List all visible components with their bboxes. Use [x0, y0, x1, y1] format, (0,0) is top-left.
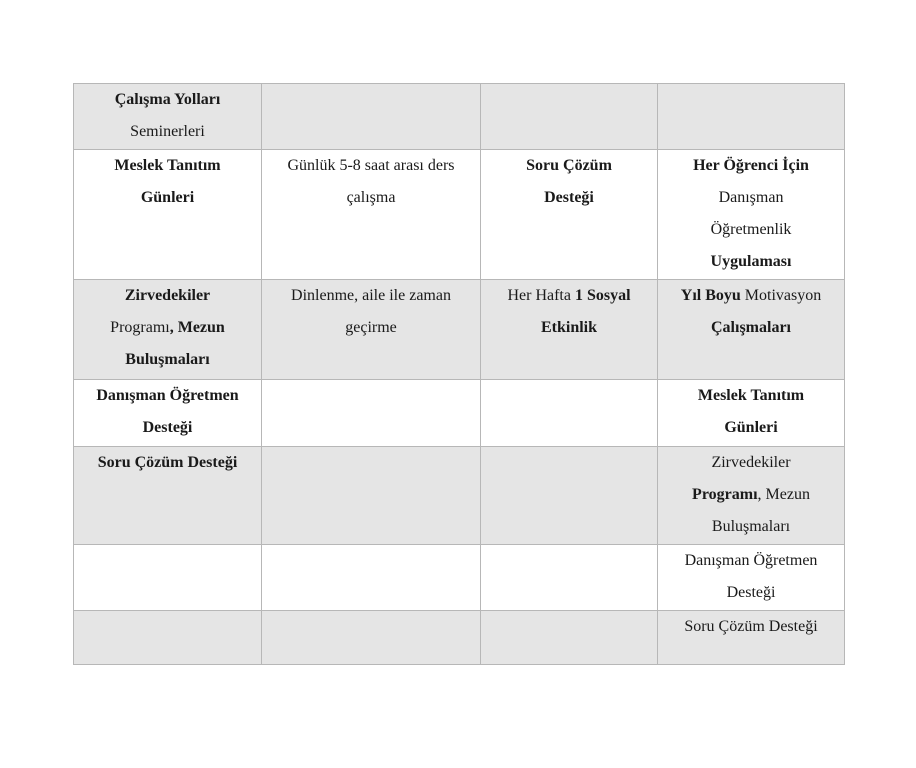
- cell-text: Soru Çözüm Desteği: [684, 618, 818, 635]
- table-cell: [262, 280, 481, 380]
- cell-text: Meslek Tanıtım: [697, 387, 805, 404]
- cell-text: Etkinlik: [540, 319, 598, 336]
- cell-text: Zirvedekiler: [124, 287, 211, 304]
- cell-text: Günleri: [724, 419, 778, 436]
- cell-text: Buluşmaları: [711, 518, 791, 535]
- table-row: [74, 380, 845, 447]
- cell-line: [78, 182, 257, 214]
- cell-line: [485, 182, 653, 214]
- table-row: [74, 150, 845, 280]
- cell-line: [485, 150, 653, 182]
- cell-line: [662, 545, 840, 577]
- table-cell: [658, 150, 845, 280]
- cell-text: Desteği: [726, 584, 776, 601]
- table-cell: [262, 84, 481, 150]
- table-cell: [74, 150, 262, 280]
- table-cell: [262, 447, 481, 545]
- cell-line: [485, 280, 653, 312]
- cell-text: geçirme: [345, 319, 397, 336]
- cell-text: Danışman Öğretmen: [684, 552, 818, 569]
- cell-text: 1 Sosyal: [574, 287, 631, 304]
- table-cell: [481, 150, 658, 280]
- cell-line: [78, 447, 257, 479]
- cell-line: [662, 577, 840, 609]
- table-cell: [658, 447, 845, 545]
- cell-line: [78, 312, 257, 344]
- table-row: [74, 545, 845, 611]
- table-cell: [658, 84, 845, 150]
- table-cell: [262, 150, 481, 280]
- cell-text: Günlük 5-8 saat arası ders: [287, 157, 455, 174]
- table-row: [74, 447, 845, 545]
- cell-text: , Mezun: [169, 319, 225, 336]
- table-cell: [658, 545, 845, 611]
- cell-text: Yıl Boyu: [680, 287, 741, 304]
- cell-line: [78, 344, 257, 376]
- cell-line: [485, 312, 653, 344]
- cell-text: Zirvedekiler: [711, 454, 791, 471]
- cell-text: Öğretmenlik: [710, 221, 792, 238]
- table-cell: [262, 380, 481, 447]
- cell-text: Her Hafta: [507, 287, 575, 304]
- cell-line: [662, 611, 840, 643]
- cell-line: [662, 280, 840, 312]
- cell-text: çalışma: [346, 189, 396, 206]
- cell-text: Meslek Tanıtım: [114, 157, 221, 174]
- cell-text: Soru Çözüm Desteği: [97, 454, 238, 471]
- table-cell: [481, 611, 658, 665]
- cell-text: Her Öğrenci İçin: [693, 157, 809, 174]
- cell-line: [662, 312, 840, 344]
- table-cell: [658, 611, 845, 665]
- table-cell: [74, 611, 262, 665]
- table-cell: [74, 380, 262, 447]
- cell-line: [662, 150, 840, 182]
- cell-text: Seminerleri: [130, 123, 205, 140]
- cell-line: [662, 511, 840, 543]
- table-cell: [262, 611, 481, 665]
- cell-line: [662, 246, 840, 278]
- cell-text: , Mezun: [757, 486, 810, 503]
- cell-text: Danışman: [718, 189, 784, 206]
- cell-line: [78, 380, 257, 412]
- cell-line: [662, 214, 840, 246]
- cell-text: Programı: [692, 486, 758, 503]
- cell-text: Uygulaması: [710, 253, 792, 270]
- schedule-table-body: [74, 84, 845, 665]
- table-cell: [74, 84, 262, 150]
- table-cell: [74, 545, 262, 611]
- cell-text: Danışman Öğretmen: [96, 387, 239, 404]
- cell-line: [78, 150, 257, 182]
- table-cell: [658, 380, 845, 447]
- cell-text: Çalışma Yolları: [114, 91, 221, 108]
- cell-line: [662, 479, 840, 511]
- cell-line: [662, 447, 840, 479]
- table-cell: [481, 280, 658, 380]
- cell-line: [266, 312, 476, 344]
- table-cell: [658, 280, 845, 380]
- table-cell: [74, 280, 262, 380]
- table-row: [74, 611, 845, 665]
- cell-text: Günleri: [140, 189, 195, 206]
- table-cell: [481, 545, 658, 611]
- cell-line: [662, 412, 840, 444]
- cell-line: [266, 182, 476, 214]
- table-cell: [74, 447, 262, 545]
- cell-line: [266, 280, 476, 312]
- cell-text: Programı: [110, 319, 170, 336]
- cell-text: Motivasyon: [740, 287, 822, 304]
- cell-line: [662, 182, 840, 214]
- cell-text: Buluşmaları: [125, 351, 210, 368]
- cell-line: [78, 412, 257, 444]
- cell-line: [78, 84, 257, 116]
- table-cell: [481, 84, 658, 150]
- cell-line: [78, 116, 257, 148]
- cell-line: [266, 150, 476, 182]
- cell-text: Desteği: [142, 419, 193, 436]
- cell-text: Çalışmaları: [711, 319, 791, 336]
- table-row: [74, 280, 845, 380]
- cell-line: [78, 280, 257, 312]
- cell-text: Dinlenme, aile ile zaman: [291, 287, 451, 304]
- schedule-table: [73, 83, 845, 665]
- table-cell: [481, 447, 658, 545]
- cell-text: Desteği: [544, 189, 594, 206]
- table-row: [74, 84, 845, 150]
- table-cell: [262, 545, 481, 611]
- cell-line: [662, 380, 840, 412]
- table-cell: [481, 380, 658, 447]
- cell-text: Soru Çözüm: [526, 157, 612, 174]
